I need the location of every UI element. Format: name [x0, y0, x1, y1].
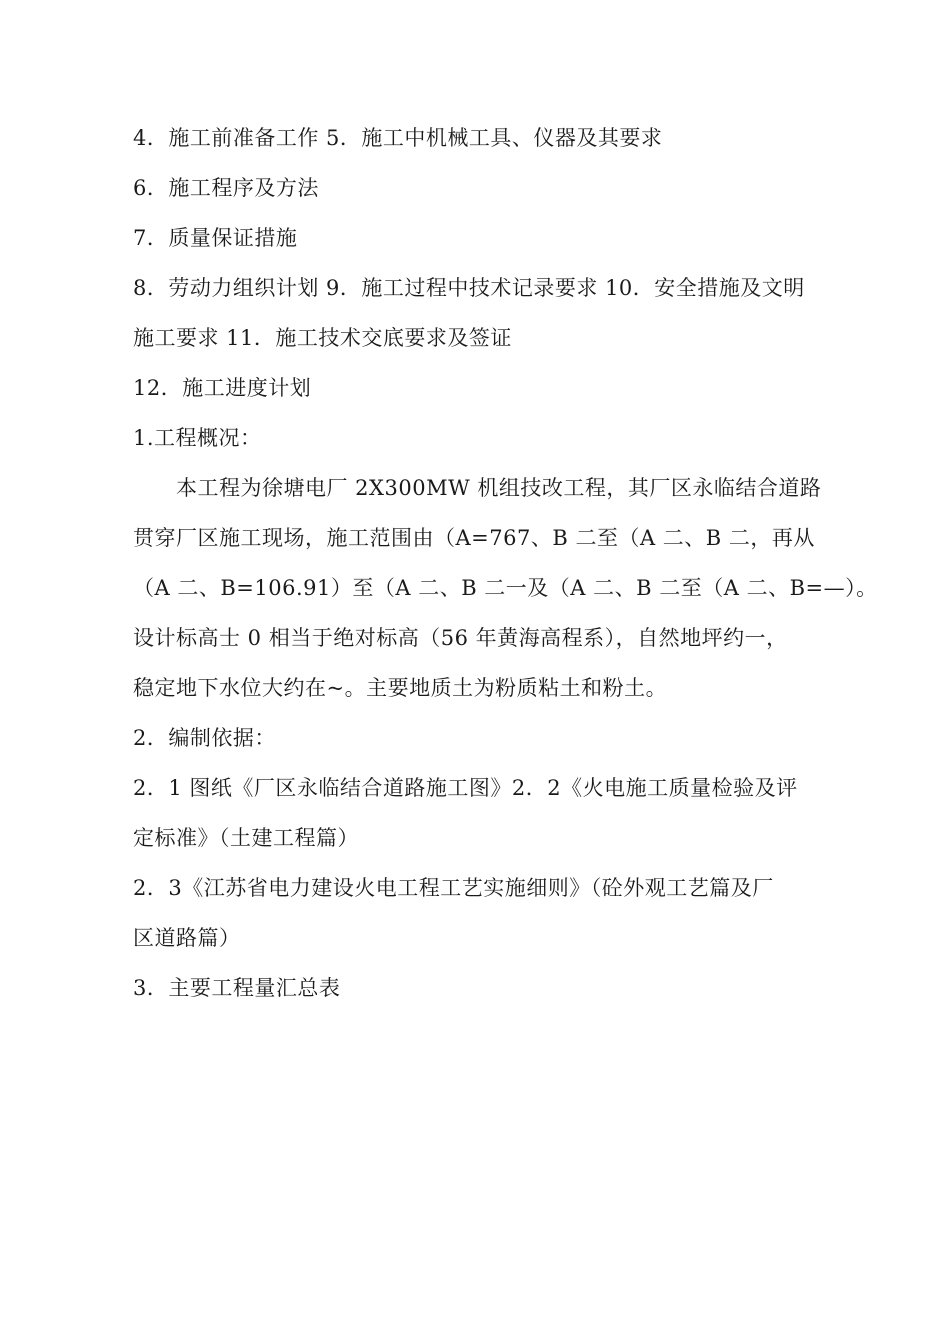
overview-paragraph-line: 设计标高士 0 相当于绝对标高（56 年黄海高程系），自然地坪约一，: [133, 626, 788, 650]
contents-line-6: 6．施工程序及方法: [133, 176, 319, 200]
basis-item-line: 区道路篇）: [133, 926, 241, 950]
contents-line-11: 施工要求 11．施工技术交底要求及签证: [133, 326, 512, 350]
section-heading-overview: 1.工程概况：: [133, 426, 262, 450]
overview-paragraph-line: 贯穿厂区施工现场，施工范围由（A=767、B 二至（A 二、B 二，再从: [133, 526, 815, 550]
contents-line-12: 12．施工进度计划: [133, 376, 312, 400]
contents-line-4-5: 4．施工前准备工作 5．施工中机械工具、仪器及其要求: [133, 126, 663, 150]
overview-paragraph-line: 稳定地下水位大约在~。主要地质土为粉质粘土和粉土。: [133, 676, 668, 700]
basis-item-line: 定标准》（土建工程篇）: [133, 826, 359, 850]
overview-paragraph-line: 本工程为徐塘电厂 2X300MW 机组技改工程，其厂区永临结合道路: [133, 476, 822, 500]
basis-item-line: 2．1 图纸《厂区永临结合道路施工图》2．2《火电施工质量检验及评: [133, 776, 798, 800]
basis-item-line: 2．3《江苏省电力建设火电工程工艺实施细则》（砼外观工艺篇及厂: [133, 876, 774, 900]
section-heading-basis: 2．编制依据：: [133, 726, 276, 750]
contents-line-7: 7．质量保证措施: [133, 226, 298, 250]
contents-line-8-10: 8．劳动力组织计划 9．施工过程中技术记录要求 10．安全措施及文明: [133, 276, 805, 300]
section-heading-quantities: 3．主要工程量汇总表: [133, 976, 341, 1000]
overview-paragraph-line: （A 二、B=106.91）至（A 二、B 二一及（A 二、B 二至（A 二、B=—）。: [133, 576, 878, 600]
